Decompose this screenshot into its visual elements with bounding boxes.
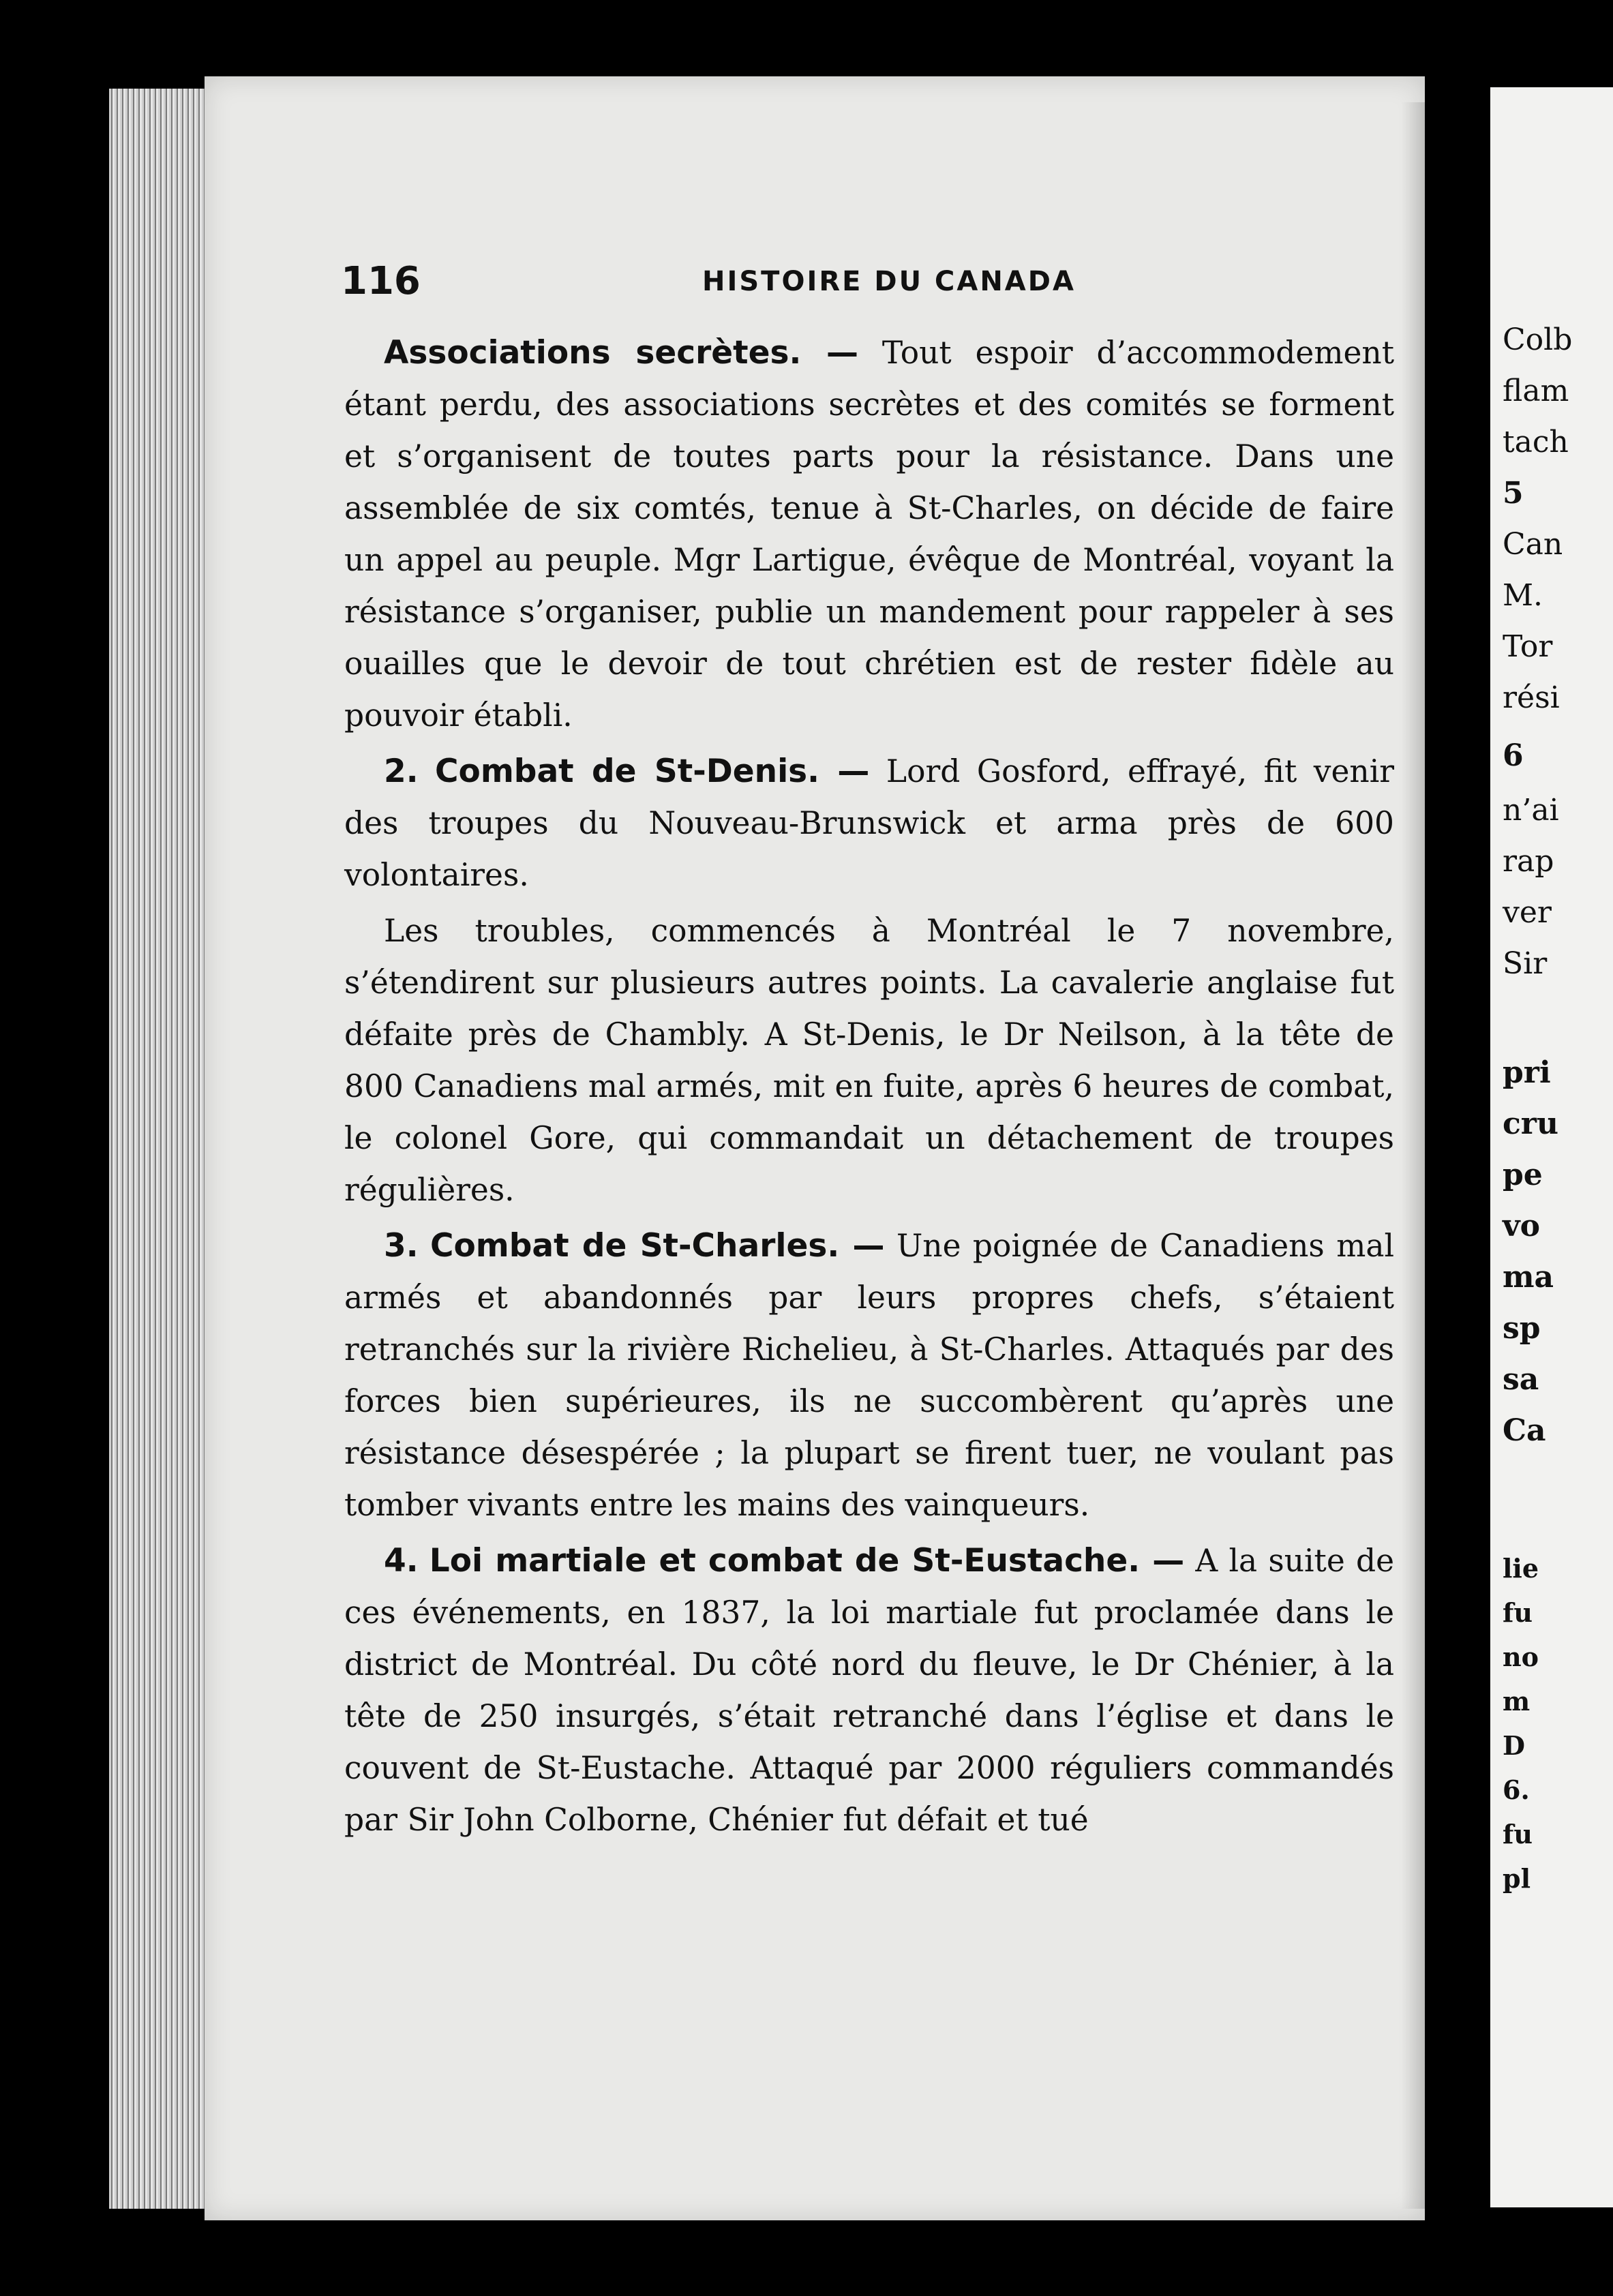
facing-page-fragment: m [1503, 1686, 1531, 1717]
section-paragraph [344, 746, 1394, 901]
facing-page-fragment: 6 [1503, 738, 1524, 773]
facing-page-fragment: fu [1503, 1597, 1533, 1628]
section-title: Loi martiale et combat de St-Eustache. — [429, 1542, 1185, 1580]
facing-page-fragment: M. [1503, 578, 1543, 613]
section-text: A la suite de ces événements, en 1837, la loi martiale fut proclamée dans le district de Montréal. Du côté nord du fleuve, le Dr Chénier, à la tête de 250 insurgés, s’était retranché dans l’église et dans le couvent de St-Eustache. Attaqué par 2000 réguliers commandés par Sir John Colborne, Chénier fut défait et tué [344, 1543, 1395, 1838]
section-number: 3. [384, 1227, 419, 1265]
section-text: Lord Gosford, effrayé, fit venir des troupes du Nouveau-Brunswick et arma près de 600 volontaires. [344, 753, 1395, 893]
section-paragraph [344, 1535, 1394, 1846]
facing-page-fragment: no [1503, 1642, 1539, 1672]
facing-page-fragment: Tor [1503, 629, 1553, 664]
section-paragraph [344, 1220, 1394, 1531]
section-number: 4. [384, 1542, 419, 1580]
facing-page-fragment: 6. [1503, 1774, 1530, 1805]
facing-page-fragment: pe [1503, 1158, 1543, 1192]
section-paragraph [344, 327, 1394, 742]
facing-page-fragment: pl [1503, 1863, 1531, 1894]
section-title: Combat de St-Charles. — [429, 1227, 885, 1265]
facing-page-fragment: 5 [1503, 476, 1524, 511]
facing-page-fragment: ver [1503, 895, 1552, 930]
facing-page-fragment: Colb [1503, 322, 1573, 357]
facing-page-fragment: Ca [1503, 1413, 1546, 1448]
page-edges [109, 89, 218, 2209]
facing-page [1490, 87, 1613, 2207]
facing-page-fragment: sp [1503, 1311, 1541, 1346]
facing-page-fragment: flam [1503, 374, 1569, 408]
facing-page-fragment: fu [1503, 1819, 1533, 1849]
facing-page-fragment: Can [1503, 527, 1563, 562]
section-text: Les troubles, commencés à Montréal le 7 novembre, s’étendirent sur plusieurs autres points. La cavalerie anglaise fut défaite près de Chambly. A St-Denis, le Dr Neilson, à la tête de 800 Canadiens mal armés, mit en fuite, après 6 heures de combat, le colonel Gore, qui commandait un détachement de troupes régulières. [344, 913, 1394, 1208]
facing-page-fragment: lie [1503, 1553, 1539, 1584]
facing-page-fragment: cru [1503, 1106, 1558, 1141]
section-text: Tout espoir d’accommodement étant perdu, des associations secrètes et des comités se forment et s’organisent de toutes parts pour la résistance. Dans une assemblée de six comtés, tenue à St-Charles, on décide de faire un appel au peuple. Mgr Lartigue, évêque de Montréal, voyant la résistance s’organiser, publie un mandement pour rappeler à ses ouailles que le devoir de tout chrétien est de rester fidèle au pouvoir établi. [344, 335, 1394, 734]
facing-page-fragment: ma [1503, 1260, 1554, 1295]
page-body [344, 327, 1394, 1846]
facing-page-fragment: Sir [1503, 946, 1548, 981]
facing-page-fragment: n’ai [1503, 793, 1559, 828]
page-number: 116 [341, 259, 421, 303]
facing-page-fragment: tach [1503, 425, 1569, 459]
book-gutter [1444, 0, 1490, 2296]
section-title: Combat de St-Denis. — [435, 753, 870, 790]
facing-page-fragment: D [1503, 1730, 1525, 1761]
section-title: Associations secrètes. — [384, 334, 859, 372]
section-number: 2. [384, 753, 419, 790]
page-header [341, 254, 1111, 308]
facing-page-fragment: rési [1503, 680, 1560, 715]
page-fold-shadow [1401, 102, 1449, 2209]
facing-page-fragment: sa [1503, 1362, 1539, 1397]
section-text: Une poignée de Canadiens mal armés et abandonnés par leurs propres chefs, s’étaient retranchés sur la rivière Richelieu, à St-Charles. Attaqués par des forces bien supérieures, ils ne succombèrent qu’après une résistance désespérée ; la plupart se firent tuer, ne voulant pas tomber vivants entre les mains des vainqueurs. [344, 1228, 1395, 1523]
facing-page-fragment: rap [1503, 844, 1554, 879]
facing-page-fragment: pri [1503, 1055, 1551, 1090]
running-title: HISTOIRE DU CANADA [702, 266, 1076, 297]
body-paragraph [344, 905, 1394, 1216]
facing-page-fragment: vo [1503, 1209, 1540, 1243]
